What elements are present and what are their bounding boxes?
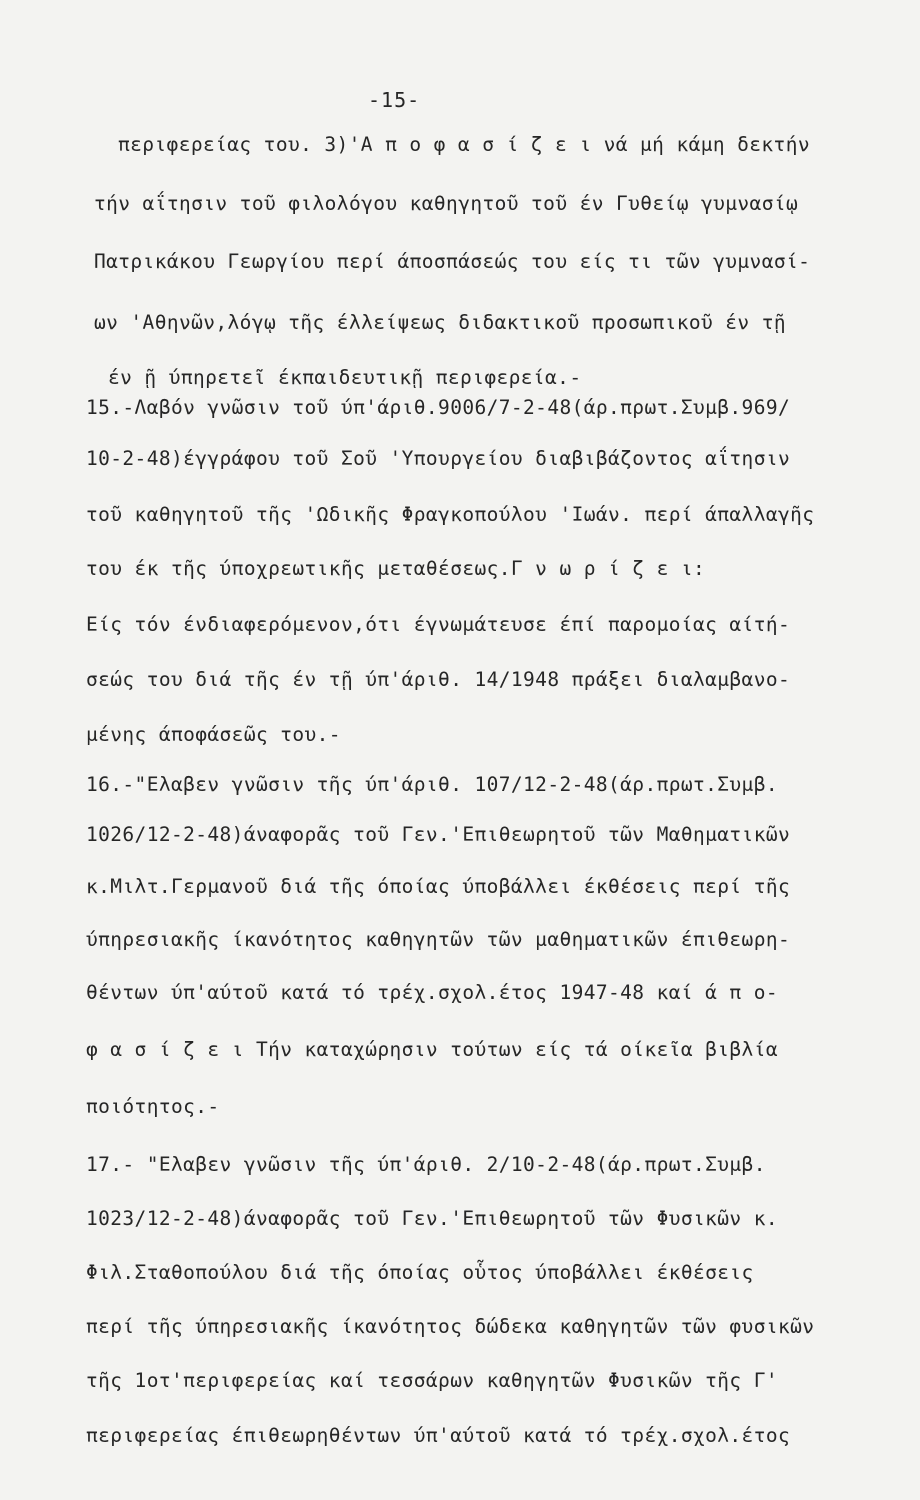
text-line: θέντων ύπ'αύτοῦ κατά τό τρέχ.σχολ.έτος 1947-48 καί ά π ο-	[86, 981, 778, 1004]
text-line: 15.-Λαβόν γνῶσιν τοῦ ύπ'άριθ.9006/7-2-48(άρ.πρωτ.Συμβ.969/	[86, 396, 791, 419]
page-number: -15-	[368, 88, 421, 112]
text-line: Φιλ.Σταθοπούλου διά τῆς όποίας οὗτος ύποβάλλει έκθέσεις	[86, 1261, 754, 1284]
text-line: περιφερείας έπιθεωρηθέντων ύπ'αύτοῦ κατά τό τρέχ.σχολ.έτος	[86, 1424, 791, 1447]
text-line: ύπηρεσιακῆς ίκανότητος καθηγητῶν τῶν μαθηματικῶν έπιθεωρη-	[86, 928, 791, 951]
text-line: ων 'Αθηνῶν,λόγῳ τῆς έλλείψεως διδακτικοῦ προσωπικοῦ έν τῇ	[94, 311, 786, 334]
text-line: τῆς 1οτ'περιφερείας καί τεσσάρων καθηγητῶν Φυσικῶν τῆς Γ'	[86, 1369, 778, 1392]
text-line: του έκ τῆς ύποχρεωτικῆς μεταθέσεως.Γ ν ω ρ ί ζ ε ι:	[86, 557, 706, 580]
text-line: Είς τόν ένδιαφερόμενον,ότι έγνωμάτευσε έπί παρομοίας αίτή-	[86, 613, 791, 636]
text-line: έν ῇ ύπηρετεῖ έκπαιδευτικῇ περιφερεία.-	[108, 366, 582, 389]
text-line: φ α σ ί ζ ε ι Τήν καταχώρησιν τούτων είς τά οίκεῖα βιβλία	[86, 1038, 778, 1061]
text-line: 16.-"Ελαβεν γνῶσιν τῆς ύπ'άριθ. 107/12-2-48(άρ.πρωτ.Συμβ.	[86, 773, 778, 796]
text-line: τοῦ καθηγητοῦ τῆς 'Ωδικῆς Φραγκοπούλου 'Ιωάν. περί άπαλλαγῆς	[86, 503, 815, 526]
text-line: 17.- "Ελαβεν γνῶσιν τῆς ύπ'άριθ. 2/10-2-48(άρ.πρωτ.Συμβ.	[86, 1153, 766, 1176]
text-line: 1026/12-2-48)άναφορᾶς τοῦ Γεν.'Επιθεωρητοῦ τῶν Μαθηματικῶν	[86, 823, 791, 846]
text-line: περιφερείας του. 3)'Α π ο φ α σ ί ζ ε ι νά μή κάμη δεκτήν	[118, 133, 810, 156]
text-line: 10-2-48)έγγράφου τοῦ Σοῦ 'Υπουργείου διαβιβάζοντος αΐτησιν	[86, 447, 791, 470]
text-line: τήν αΐτησιν τοῦ φιλολόγου καθηγητοῦ τοῦ έν Γυθείῳ γυμνασίῳ	[94, 192, 799, 215]
text-line: περί τῆς ύπηρεσιακῆς ίκανότητος δώδεκα καθηγητῶν τῶν φυσικῶν	[86, 1315, 815, 1338]
text-line: ποιότητος.-	[86, 1095, 220, 1118]
text-line: μένης άποφάσεῶς του.-	[86, 723, 341, 746]
text-line: Πατρικάκου Γεωργίου περί άποσπάσεώς του είς τι τῶν γυμνασί-	[94, 250, 811, 273]
text-line: 1023/12-2-48)άναφορᾶς τοῦ Γεν.'Επιθεωρητοῦ τῶν Φυσικῶν κ.	[86, 1207, 778, 1230]
text-line: σεώς του διά τῆς έν τῇ ύπ'άριθ. 14/1948 πράξει διαλαμβανο-	[86, 668, 791, 691]
text-line: κ.Μιλτ.Γερμανοῦ διά τῆς όποίας ύποβάλλει έκθέσεις περί τῆς	[86, 875, 791, 898]
